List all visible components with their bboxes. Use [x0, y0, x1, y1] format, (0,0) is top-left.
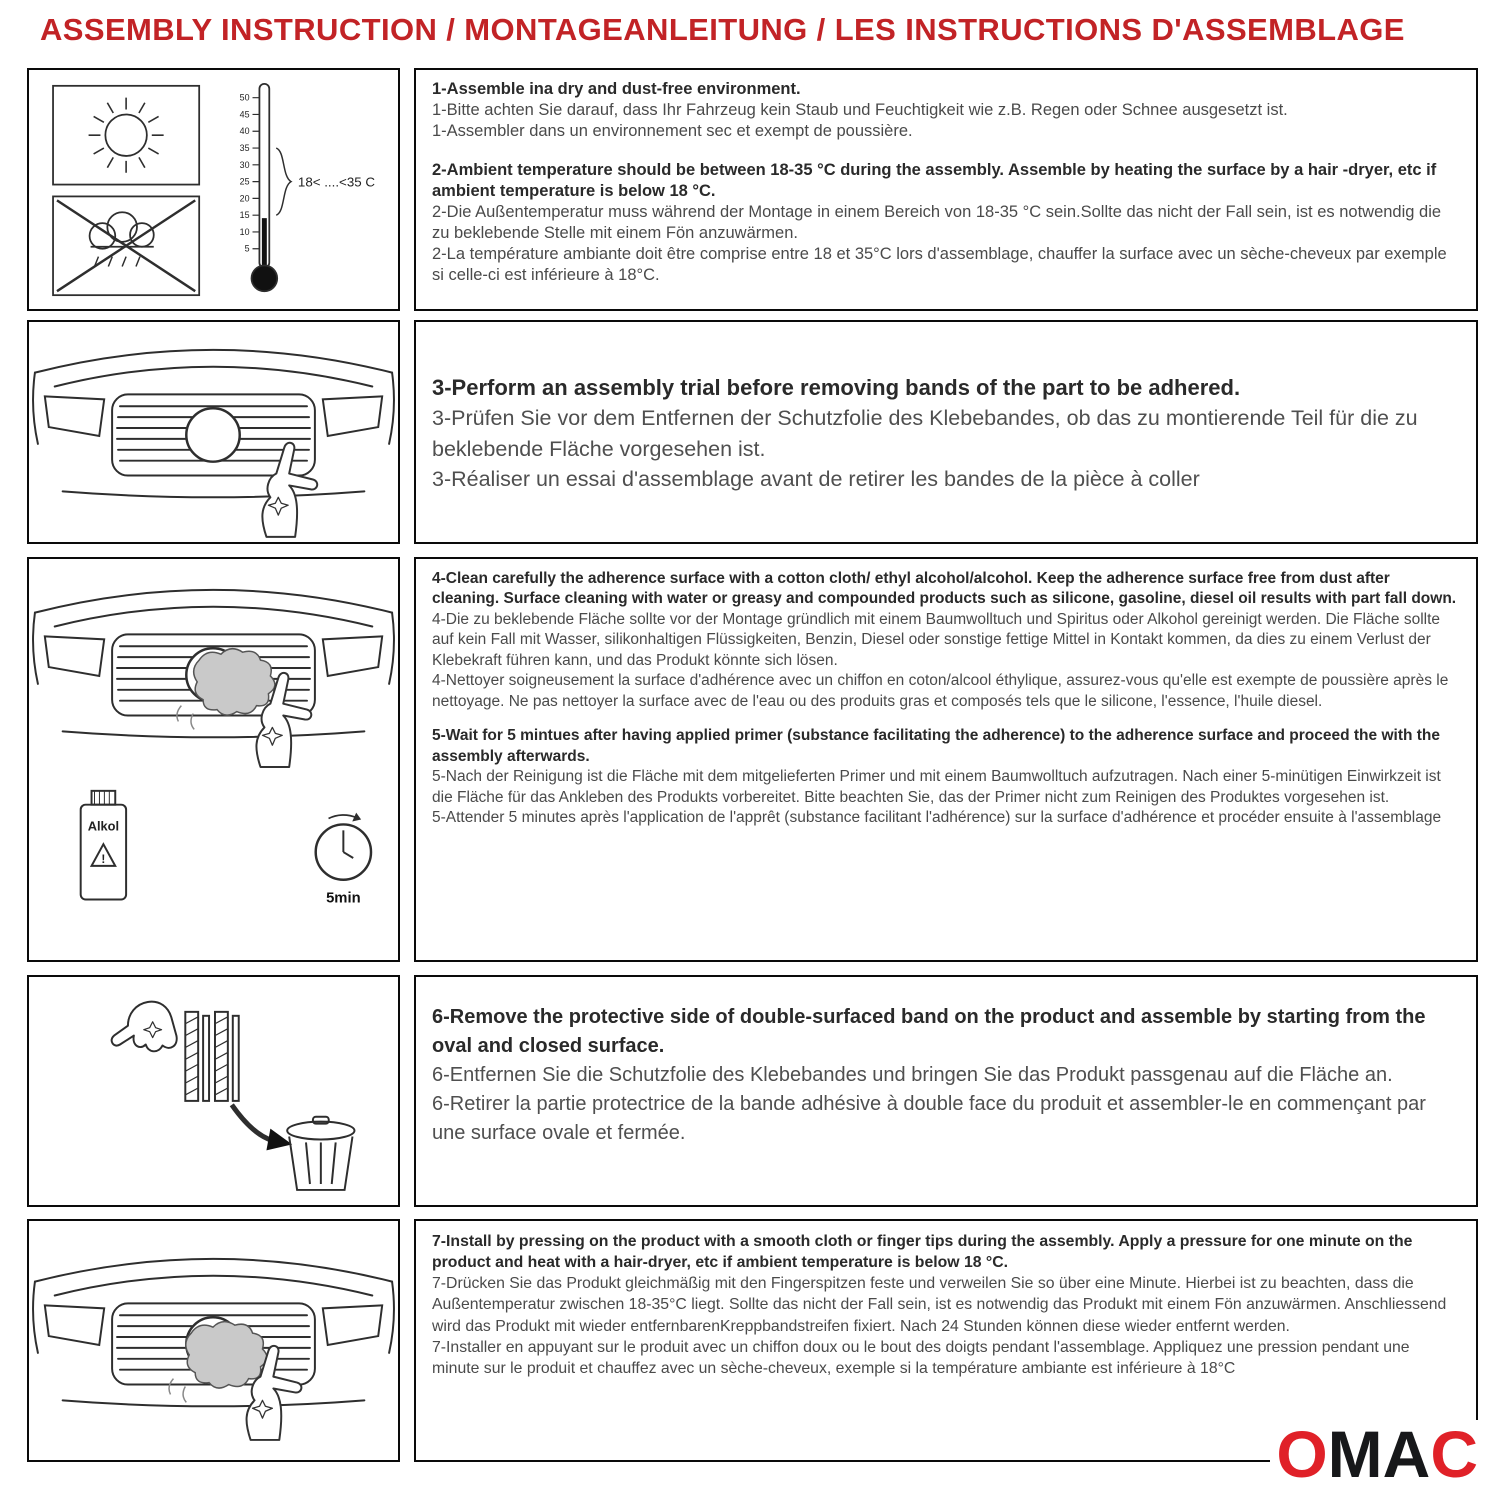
illustration-assembly-trial: [27, 320, 400, 544]
step5-de: 5-Nach der Reinigung ist die Fläche mit dem mitgelieferten Primer und mit einem Baumwolltuch aufzutragen. Nach einer 5-minütigen Einwirkzeit ist die Fläche für das Ankleben des Produkts vorbereitet. Bitte beachten Sie, das der Primer nicht zum Reinigen des Produktes vorgesehen ist.: [432, 768, 1441, 806]
svg-text:35: 35: [239, 142, 250, 153]
omac-logo-part-2: MA: [1327, 1417, 1431, 1491]
step1-fr: 1-Assembler dans un environnement sec et exempt de poussière.: [432, 121, 913, 140]
illustration-environment: [27, 68, 400, 311]
step2-de: 2-Die Außentemperatur muss während der Montage in einem Bereich von 18-35 °C sein.Sollte das nicht der Fall sein, ist es notwendig die zu beklebende Stelle mit einem Fön anzuwärmen.: [432, 202, 1442, 242]
page-title: ASSEMBLY INSTRUCTION / MONTAGEANLEITUNG / LES INSTRUCTIONS D'ASSEMBLAGE: [40, 12, 1405, 47]
sun-icon: [89, 97, 164, 172]
illustration-remove-band: [27, 975, 400, 1207]
car-grille-cleaning-illustration: [29, 565, 398, 779]
bottle-label: Alkol: [87, 818, 120, 834]
svg-text:20: 20: [239, 192, 250, 203]
svg-text:!: !: [101, 851, 106, 866]
svg-text:50: 50: [239, 92, 250, 103]
adhesive-strips-icon: [185, 1012, 238, 1101]
svg-text:40: 40: [239, 125, 250, 136]
step7-en: 7-Install by pressing on the product with a smooth cloth or finger tips during the assembly. Apply a pressure for one minute on the product and heat with a hair-dryer, etc if ambient temperature is below 18 °C.: [432, 1233, 1413, 1272]
step5-fr: 5-Attender 5 minutes après l'application de l'apprêt (substance facilitant l'adhérence) sur la surface d'adhérence et procéder ensuite à l'assemblage: [432, 808, 1442, 826]
svg-text:15: 15: [239, 209, 250, 220]
omac-logo-part-1: O: [1276, 1417, 1328, 1491]
instructions-steps-4-5: [414, 557, 1478, 962]
instructions-step-3: [414, 320, 1478, 544]
instructions-step-6: [414, 975, 1478, 1207]
step4-en: 4-Clean carefully the adherence surface with a cotton cloth/ ethyl alcohol/alcohol. Keep the adherence surface free from dust after cleaning. Surface cleaning with water or greasy and compounded products such as silicone, gasoline, diesel oil results with part fall down.: [432, 570, 1457, 608]
svg-text:10: 10: [239, 226, 250, 237]
step6-en: 6-Remove the protective side of double-surfaced band on the product and assemble by starting from the oval and closed surface.: [432, 1006, 1426, 1057]
environment-conditions-illustration: [29, 72, 398, 308]
step6-de: 6-Entfernen Sie die Schutzfolie des Klebebandes und bringen Sie das Produkt passgenau auf die Fläche an.: [432, 1064, 1393, 1086]
step2-en: 2-Ambient temperature should be between 18-35 °C during the assembly. Assemble by heating the surface by a hair -dryer, etc if ambient temperature is below 18 °C.: [432, 160, 1437, 200]
discard-arrow-icon: [232, 1105, 292, 1151]
car-grille-trial-illustration: [29, 325, 398, 539]
step3-fr: 3-Réaliser un essai d'assemblage avant de retirer les bandes de la pièce à coller: [432, 467, 1200, 492]
step4-fr: 4-Nettoyer soigneusement la surface d'adhérence avec un chiffon en coton/alcool éthylique, assurez-vous qu'elle est exempte de poussière après le nettoyage. Ne pas nettoyer la surface avec de l'eau ou des produits gras et composés tels que le silicone, l'essence, l'huile diesel.: [432, 672, 1449, 710]
clock-icon: [316, 813, 371, 907]
clock-label: 5min: [326, 890, 361, 907]
step4-de: 4-Die zu beklebende Fläche sollte vor der Montage gründlich mit einem Baumwolltuch und Spiritus oder Alkohol gereinigt werden. Die Fläche sollte auf kein Fall mit Wasser, silikonhaltigen Flüssigkeiten, Benzin, Diesel oder sonstige fettige Mittel in Kontakt kommen, da dies zu einem Verlust der Klebekraft führen kann, und das Produkt könnte sich lösen.: [432, 610, 1441, 669]
svg-text:25: 25: [239, 176, 250, 187]
peeling-hand-icon: [112, 1002, 177, 1052]
step5-en: 5-Wait for 5 mintues after having applied primer (substance facilitating the adherence) to the adherence surface and proceed the with the assembly afterwards.: [432, 727, 1440, 765]
step3-en: 3-Perform an assembly trial before removing bands of the part to be adhered.: [432, 375, 1241, 400]
peel-band-illustration: [29, 984, 398, 1198]
omac-logo: [1270, 1417, 1484, 1491]
instructions-steps-1-2: [414, 68, 1478, 311]
omac-logo-part-3: C: [1430, 1417, 1478, 1491]
svg-text:5: 5: [244, 243, 250, 254]
svg-text:45: 45: [239, 108, 250, 119]
illustration-cleaning: [27, 557, 400, 962]
alcohol-bottle-icon: [81, 791, 126, 900]
step7-de: 7-Drücken Sie das Produkt gleichmäßig mit den Fingerspitzen feste und verweilen Sie so über eine Minute. Hierbei ist zu beachten, dass die Außentemperatur zwischen 18-35°C liegt. Sollte das nicht der Fall sein, ist es notwendig das Produkt mit einem Fön anzuwärmen. Anschliessend wird das Produkt mit wieder entfernbarenKreppbandstreifen fixiert. Nach 24 Stunden können diese wieder entfernt werden.: [432, 1275, 1447, 1335]
step6-fr: 6-Retirer la partie protectrice de la bande adhésive à double face du produit et assembler-le en commençant par une surface ovale et fermée.: [432, 1093, 1426, 1144]
primer-wait-illustration: [29, 779, 398, 937]
step1-de: 1-Bitte achten Sie darauf, dass Ihr Fahrzeug kein Staub und Feuchtigkeit wie z.B. Regen oder Schnee ausgesetzt ist.: [432, 100, 1288, 119]
thermometer-icon: [240, 83, 376, 290]
svg-text:30: 30: [239, 159, 250, 170]
car-grille-press-illustration: [29, 1234, 398, 1448]
temperature-range-label: 18< ....<35 C: [297, 174, 375, 190]
step1-en: 1-Assemble ina dry and dust-free environment.: [432, 80, 801, 98]
step7-fr: 7-Installer en appuyant sur le produit avec un chiffon doux ou le bout des doigts pendant l'assemblage. Appliquez une pression pendant une minute sur le produit et chauffez avec un sèche-cheveux, exemple si la température ambiante est inférieure à 18°C: [432, 1338, 1410, 1377]
trash-bin-icon: [287, 1117, 354, 1190]
step3-de: 3-Prüfen Sie vor dem Entfernen der Schutzfolie des Klebebandes, ob das zu montierende Teil für die zu beklebende Fläche vorgesehen ist.: [432, 406, 1418, 461]
step2-fr: 2-La température ambiante doit être comprise entre 18 et 35°C lors d'assemblage, chauffer la surface avec un sèche-cheveux par exemple si celle-ci est inférieure à 18°C.: [432, 244, 1447, 284]
pointing-hand-icon: [262, 443, 317, 537]
no-rain-icon: [57, 200, 195, 291]
illustration-press-install: [27, 1219, 400, 1462]
